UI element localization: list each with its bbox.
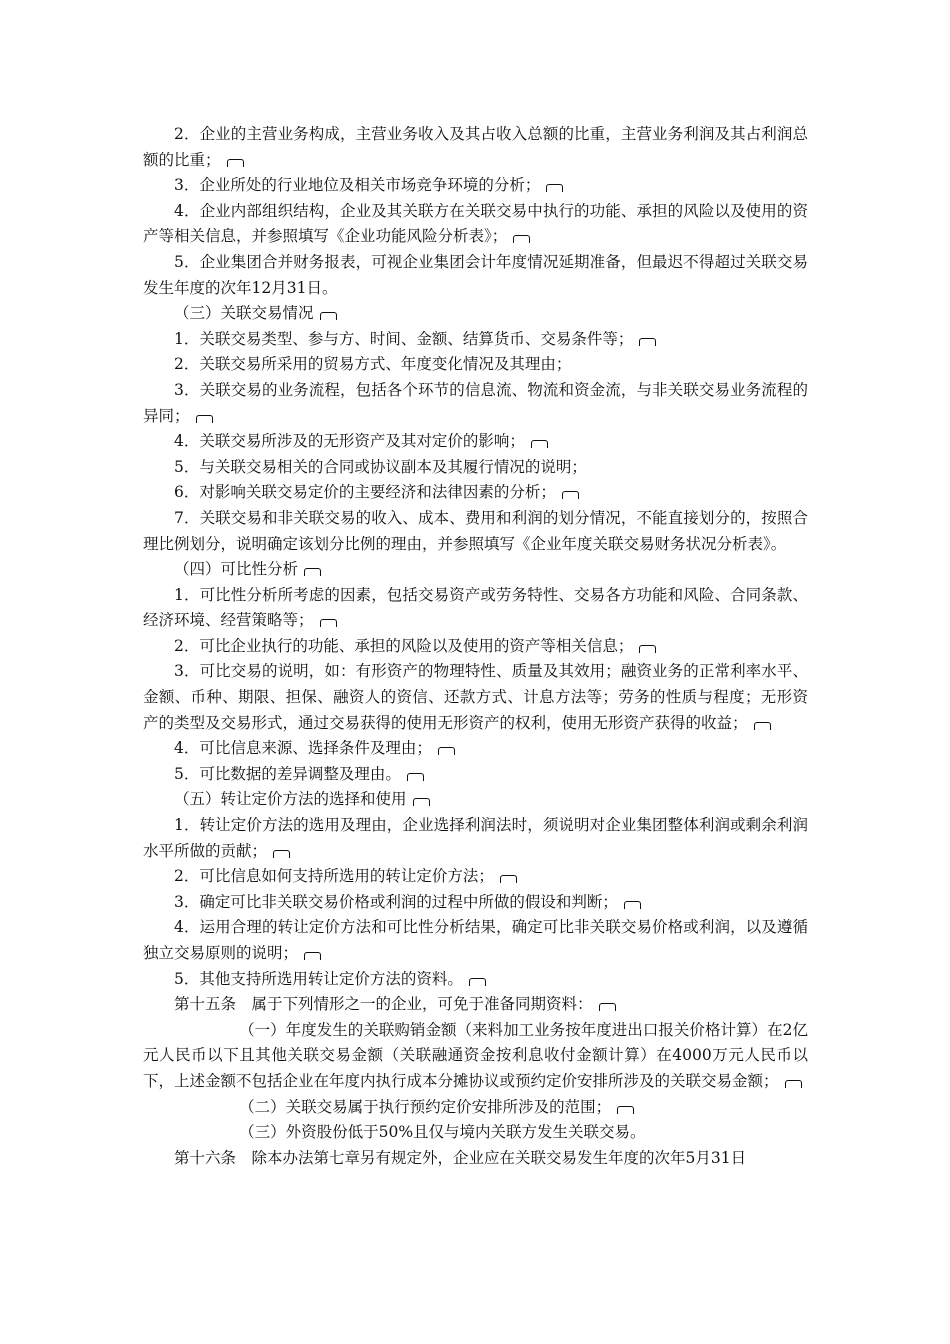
paragraph-text: 2．企业的主营业务构成，主营业务收入及其占收入总额的比重，主营业务利润及其占利润总额的比重； bbox=[143, 125, 808, 169]
paragraph-text: 3．关联交易的业务流程，包括各个环节的信息流、物流和资金流，与非关联交易业务流程的异同； bbox=[143, 380, 808, 425]
paragraph-mark-icon bbox=[546, 184, 563, 192]
paragraph-mark-icon bbox=[407, 773, 424, 781]
paragraph bbox=[143, 864, 808, 890]
paragraph bbox=[143, 659, 808, 736]
paragraph-text: 6．对影响关联交易定价的主要经济和法律因素的分析； bbox=[174, 483, 556, 502]
paragraph-text: 5．与关联交易相关的合同或协议副本及其履行情况的说明； bbox=[174, 457, 587, 476]
paragraph bbox=[143, 1018, 808, 1095]
paragraph bbox=[143, 583, 808, 634]
paragraph-mark-icon bbox=[320, 619, 337, 627]
paragraph bbox=[143, 967, 808, 993]
paragraph-text: 3．可比交易的说明，如：有形资产的物理特性、质量及其效用；融资业务的正常利率水平、金额、币种、期限、担保、融资人的资信、还款方式、计息方法等；劳务的性质与程度；无形资产的类型及交易形式，通过交易获得的使用无形资产的权利，使用无形资产获得的收益； bbox=[143, 662, 808, 732]
paragraph-mark-icon bbox=[513, 235, 530, 243]
paragraph bbox=[143, 813, 808, 864]
paragraph bbox=[143, 199, 808, 250]
paragraph-mark-icon bbox=[617, 1106, 634, 1114]
paragraph-text: （一）年度发生的关联购销金额（来料加工业务按年度进出口报关价格计算）在2亿元人民币以下且其他关联交易金额（关联融通资金按利息收付金额计算）在4000万元人民币以下，上述金额不包括企业在年度内执行成本分摊协议或预约定价安排所涉及的关联交易金额； bbox=[143, 1020, 808, 1090]
paragraph-text: 第十六条 除本办法第七章另有规定外，企业应在关联交易发生年度的次年5月31日 bbox=[174, 1148, 747, 1167]
paragraph-mark-icon bbox=[624, 901, 641, 909]
paragraph-text: 1．关联交易类型、参与方、时间、金额、结算货币、交易条件等； bbox=[174, 329, 634, 348]
paragraph-text: （三）外资股份低于50%且仅与境内关联方发生关联交易。 bbox=[239, 1123, 646, 1142]
paragraph-text: 5．其他支持所选用转让定价方法的资料。 bbox=[174, 969, 463, 988]
paragraph bbox=[143, 352, 808, 378]
paragraph bbox=[143, 1120, 808, 1146]
paragraph-mark-icon bbox=[273, 850, 290, 858]
paragraph-text: 4．企业内部组织结构，企业及其关联方在关联交易中执行的功能、承担的风险以及使用的资产等相关信息，并参照填写《企业功能风险分析表》； bbox=[143, 201, 808, 246]
paragraph-mark-icon bbox=[599, 1003, 616, 1011]
paragraph-text: 2．可比企业执行的功能、承担的风险以及使用的资产等相关信息； bbox=[174, 636, 634, 655]
paragraph-text: 2．可比信息如何支持所选用的转让定价方法； bbox=[174, 867, 494, 886]
paragraph-mark-icon bbox=[639, 645, 656, 653]
paragraph bbox=[143, 455, 808, 481]
paragraph-mark-icon bbox=[438, 747, 455, 755]
paragraph bbox=[143, 173, 808, 199]
paragraph-mark-icon bbox=[639, 338, 656, 346]
paragraph-text: 4．关联交易所涉及的无形资产及其对定价的影响； bbox=[174, 432, 525, 451]
paragraph-text: 3．企业所处的行业地位及相关市场竞争环境的分析； bbox=[174, 176, 541, 195]
paragraph-text: （二）关联交易属于执行预约定价安排所涉及的范围； bbox=[239, 1097, 612, 1116]
paragraph-text: 3．确定可比非关联交易价格或利润的过程中所做的假设和判断； bbox=[174, 892, 618, 911]
paragraph-text: 5．可比数据的差异调整及理由。 bbox=[174, 764, 401, 783]
paragraph bbox=[143, 1146, 808, 1172]
paragraph bbox=[143, 557, 808, 583]
paragraph bbox=[143, 634, 808, 660]
paragraph bbox=[143, 787, 808, 813]
document-body bbox=[143, 122, 808, 1171]
paragraph-mark-icon bbox=[413, 798, 430, 806]
paragraph-mark-icon bbox=[196, 415, 213, 423]
paragraph-text: （五）转让定价方法的选择和使用 bbox=[174, 790, 407, 809]
paragraph bbox=[143, 992, 808, 1018]
paragraph-mark-icon bbox=[304, 568, 321, 576]
paragraph bbox=[143, 122, 808, 173]
paragraph-mark-icon bbox=[531, 440, 548, 448]
paragraph-mark-icon bbox=[785, 1080, 802, 1088]
paragraph bbox=[143, 480, 808, 506]
paragraph-text: 第十五条 属于下列情形之一的企业，可免于准备同期资料： bbox=[174, 995, 593, 1014]
paragraph-mark-icon bbox=[320, 312, 337, 320]
paragraph-text: （三）关联交易情况 bbox=[174, 304, 314, 323]
paragraph-mark-icon bbox=[227, 159, 244, 167]
paragraph-text: 7．关联交易和非关联交易的收入、成本、费用和利润的划分情况，不能直接划分的，按照合理比例划分，说明确定该划分比例的理由，并参照填写《企业年度关联交易财务状况分析表》。 bbox=[143, 508, 808, 553]
paragraph-text: （四）可比性分析 bbox=[174, 560, 299, 579]
paragraph-mark-icon bbox=[562, 491, 579, 499]
paragraph bbox=[143, 890, 808, 916]
paragraph bbox=[143, 736, 808, 762]
paragraph-text: 5．企业集团合并财务报表，可视企业集团会计年度情况延期准备，但最迟不得超过关联交易发生年度的次年12月31日。 bbox=[143, 252, 808, 297]
paragraph bbox=[143, 1095, 808, 1121]
paragraph-text: 1．转让定价方法的选用及理由，企业选择利润法时，须说明对企业集团整体利润或剩余利润水平所做的贡献； bbox=[143, 816, 808, 860]
paragraph-mark-icon bbox=[500, 875, 517, 883]
paragraph bbox=[143, 506, 808, 557]
paragraph bbox=[143, 915, 808, 966]
paragraph bbox=[143, 378, 808, 429]
paragraph-mark-icon bbox=[754, 722, 771, 730]
paragraph bbox=[143, 250, 808, 301]
paragraph-mark-icon bbox=[469, 978, 486, 986]
paragraph bbox=[143, 429, 808, 455]
paragraph-text: 2．关联交易所采用的贸易方式、年度变化情况及其理由； bbox=[174, 355, 572, 374]
paragraph-mark-icon bbox=[304, 952, 321, 960]
paragraph-text: 4．运用合理的转让定价方法和可比性分析结果，确定可比非关联交易价格或利润，以及遵循独立交易原则的说明； bbox=[143, 918, 808, 962]
paragraph-text: 4．可比信息来源、选择条件及理由； bbox=[174, 739, 432, 758]
paragraph bbox=[143, 301, 808, 327]
paragraph bbox=[143, 327, 808, 353]
paragraph bbox=[143, 762, 808, 788]
paragraph-text: 1．可比性分析所考虑的因素，包括交易资产或劳务特性、交易各方功能和风险、合同条款、经济环境、经营策略等； bbox=[143, 585, 808, 630]
